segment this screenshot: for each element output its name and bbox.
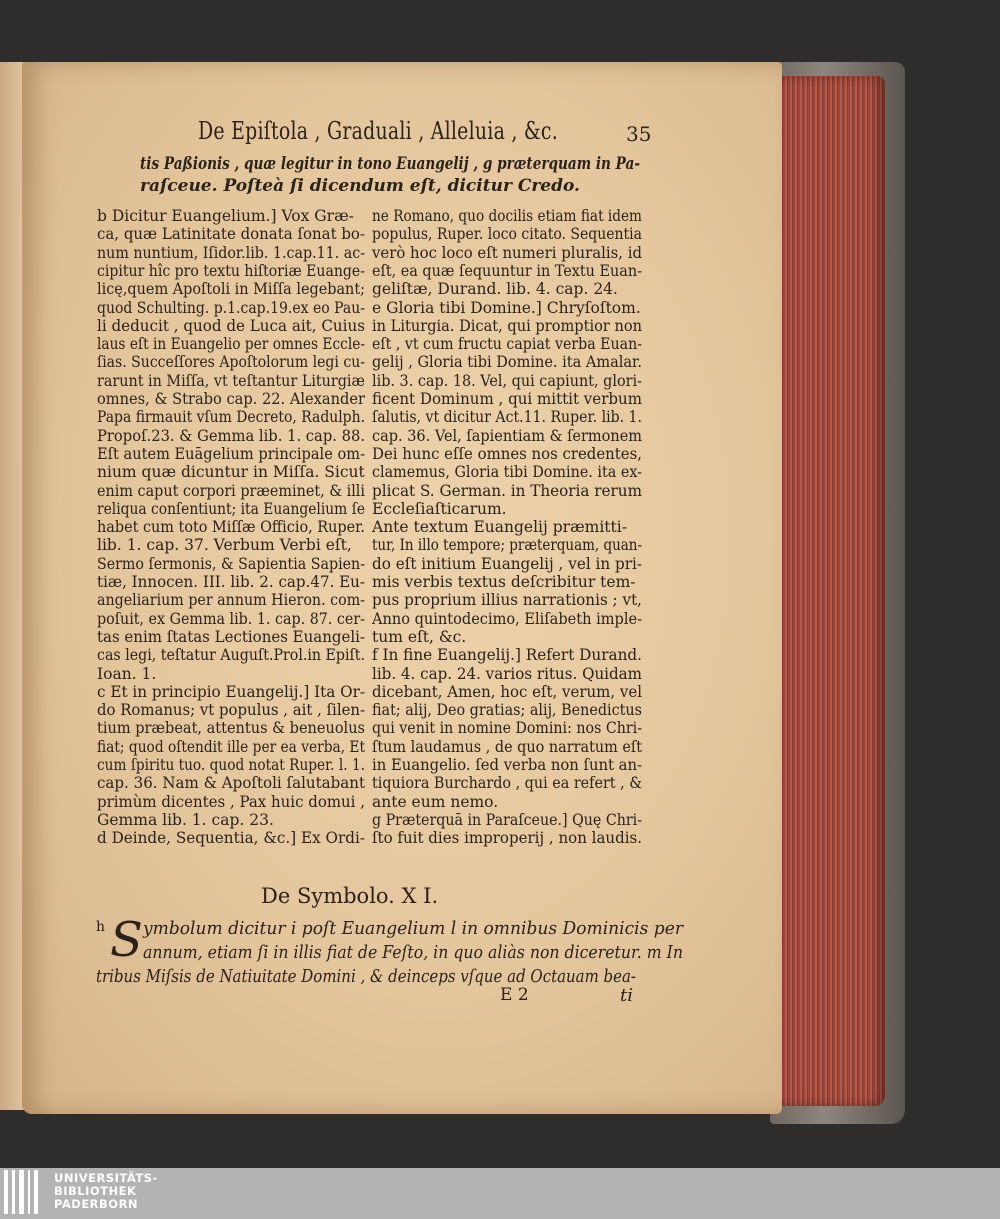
left-column-line: num nuntium, Iſidor.lib. 1.cap.11. ac- [97, 243, 365, 262]
library-name-line-1: UNIVERSITÄTS- [54, 1171, 158, 1185]
right-column-line: do eſt initium Euangelij , vel in pri- [372, 554, 642, 573]
right-column-line: geliſtæ, Durand. lib. 4. cap. 24. [372, 280, 618, 299]
red-page-edges [773, 76, 885, 1106]
right-column-line: ne Romano, quo docilis etiam fiat idem [372, 207, 642, 225]
library-name [54, 1172, 158, 1211]
right-column-line: Eccleſiaſticarum. [372, 499, 507, 518]
right-column-line: g Præterquā in Paraſceue.] Quę Chri- [372, 810, 642, 829]
left-column-line: laus eſt in Euangelio per omnes Eccle- [97, 335, 365, 354]
right-column-line: eſt , vt cum fructu capiat verba Euan- [372, 335, 642, 354]
running-header: De Epiſtola , Graduali , Alleluia , &c. [198, 117, 558, 145]
left-column-line: cap. 36. Nam & Apoſtoli ſalutabant [97, 774, 365, 793]
right-column-line: verò hoc loco eſt numeri pluralis, id [372, 243, 642, 262]
right-column-line: ante eum nemo. [372, 792, 499, 811]
right-column-line: tur, In illo tempore; præterquam, quan- [372, 536, 642, 555]
left-column-line: d Deinde, Sequentia, &c.] Ex Ordi- [97, 829, 365, 848]
right-column-line: fiat; alij, Deo gratias; alij, Benedictus [372, 701, 642, 720]
right-column-line: in Euangelio. ſed verba non ſunt an- [372, 756, 642, 774]
right-column-line: lib. 4. cap. 24. varios ritus. Quidam [372, 664, 642, 683]
section-lines-line: annum, etiam ſi in illis fiat de Feſto, in quo aliàs non diceretur. m In [143, 942, 683, 963]
right-column-line: populus, Ruper. loco citato. Sequentia [372, 225, 642, 244]
library-footer [0, 1168, 1000, 1219]
left-column-line: b Dicitur Euangelium.] Vox Græ- [97, 207, 354, 225]
left-column-line: lib. 1. cap. 37. Verbum Verbi eſt, [97, 536, 352, 555]
left-column-line: tiæ, Innocen. III. lib. 2. cap.47. Eu- [97, 573, 365, 591]
right-column-line: in Liturgia. Dicat, qui promptior non [372, 316, 642, 335]
left-column-line: do Romanus; vt populus , ait , ſilen- [97, 701, 365, 720]
library-name-line-2: BIBLIOTHEK [54, 1184, 137, 1198]
right-column-line: tum eſt, &c. [372, 627, 467, 646]
signature-mark: E 2 [500, 985, 529, 1005]
right-column-line: dicebant, Amen, hoc eſt, verum, vel [372, 682, 642, 701]
right-column-line: gelij , Gloria tibi Domine. ita Amalar. [372, 353, 642, 372]
left-column-line: li deducit , quod de Luca ait, Cuius [97, 316, 365, 335]
initial-letter: S [110, 912, 143, 968]
left-column-line: nium quæ dicuntur in Miſſa. Sicut [97, 463, 365, 482]
note-marker-h: h [96, 919, 106, 935]
left-column-line: tas enim ſtatas Lectiones Euangeli- [97, 627, 365, 646]
right-column-line: qui venit in nomine Domini: nos Chri- [372, 719, 642, 738]
left-column-line: cum ſpiritu tuo. quod notat Ruper. l. 1. [97, 756, 365, 774]
left-column-line: omnes, & Strabo cap. 22. Alexander [97, 390, 365, 408]
section-lines-line: tribus Miſsis de Natiuitate Domini , & deinceps vſque ad Octauam bea- [96, 966, 636, 987]
section-lines-line: ymbolum dicitur i poſt Euangelium l in omnibus Dominicis per [143, 918, 683, 939]
right-column-line: clamemus, Gloria tibi Domine. ita ex- [372, 463, 642, 482]
right-column-line: cap. 36. Vel, ſapientiam & ſermonem [372, 426, 642, 445]
right-column-line: Anno quintodecimo, Eliſabeth imple- [372, 609, 642, 628]
right-column-line: mis verbis textus deſcribitur tem- [372, 573, 636, 591]
left-column-line: poſuit, ex Gemma lib. 1. cap. 87. cer- [97, 609, 365, 628]
left-column-line: cas legi, teſtatur Auguſt.Prol.in Epiſt. [97, 646, 365, 665]
left-column-line: ca, quæ Latinitate donata ſonat bo- [97, 225, 365, 244]
right-column-line: ſalutis, vt dicitur Act.11. Ruper. lib. 1. [372, 408, 642, 427]
left-column-line: Propoſ.23. & Gemma lib. 1. cap. 88. [97, 426, 365, 445]
left-column-line: ſias. Succeſſores Apoſtolorum legi cu- [97, 353, 365, 372]
left-column-line: Eſt autem Euāgelium principale om- [97, 444, 365, 463]
left-column-line: cipitur hîc pro textu hiſtoriæ Euange- [97, 261, 365, 280]
left-column-line: Papa firmauit vſum Decreto, Radulph. [97, 408, 365, 427]
library-logo-icon [2, 1170, 46, 1214]
library-name-line-3: PADERBORN [54, 1197, 139, 1211]
right-column-line: pus proprium illius narrationis ; vt, [372, 591, 642, 610]
right-column-line: f In fine Euangelij.] Refert Durand. [372, 646, 642, 665]
left-column-line: Sermo ſermonis, & Sapientia Sapien- [97, 554, 365, 573]
left-column-line: Ioan. 1. [97, 664, 157, 683]
subtitle-line-2: raſceue. Poſteà ſi dicendum eſt, dicitur Credo. [140, 176, 580, 196]
right-column-line: tiquiora Burchardo , qui ea refert , & [372, 774, 642, 793]
subtitle-line-1: tis Paßionis , quæ legitur in tono Euangelij , g præterquam in Pa- [140, 154, 640, 174]
right-column-line: e Gloria tibi Domine.] Chryſoſtom. [372, 298, 641, 317]
right-column-line: Dei hunc eſſe omnes nos credentes, [372, 444, 642, 463]
left-column-line: fiat; quod oſtendit ille per ea verba, Et [97, 737, 365, 756]
catchword: ti [620, 985, 633, 1006]
section-title: De Symbolo. X I. [261, 884, 439, 908]
left-column-line: reliqua conſentiunt; ita Euangelium ſe [97, 499, 365, 518]
right-column-line: eſt, ea quæ ſequuntur in Textu Euan- [372, 261, 642, 280]
left-column-line: licę,quem Apoſtoli in Miſſa legebant; [97, 280, 365, 299]
right-column-line: ſto fuit dies improperij , non laudis. [372, 829, 642, 848]
right-column-line: ſtum laudamus , de quo narratum eſt [372, 737, 642, 756]
page-number: 35 [626, 122, 652, 146]
left-column-line: rarunt in Miſſa, vt teſtantur Liturgiæ [97, 371, 365, 390]
right-column-line: Ante textum Euangelij præmitti- [372, 518, 627, 537]
left-column-line: angeliarium per annum Hieron. com- [97, 591, 365, 610]
left-column-line: primùm dicentes , Pax huic domui , [97, 792, 365, 811]
right-column-line: plicat S. German. in Theoria rerum [372, 481, 642, 500]
right-column-line: lib. 3. cap. 18. Vel, qui capiunt, glori- [372, 371, 642, 390]
left-column-line: quod Schulting. p.1.cap.19.ex eo Pau- [97, 298, 365, 317]
left-column-line: habet cum toto Miſſæ Officio, Ruper. [97, 518, 365, 537]
right-column-line: ficent Dominum , qui mittit verbum [372, 390, 642, 408]
left-column-line: c Et in principio Euangelij.] Ita Or- [97, 682, 365, 701]
left-column-line: tium præbeat, attentus & beneuolus [97, 719, 365, 738]
left-column-line: Gemma lib. 1. cap. 23. [97, 810, 274, 829]
left-column-line: enim caput corpori præeminet, & illi [97, 481, 365, 500]
